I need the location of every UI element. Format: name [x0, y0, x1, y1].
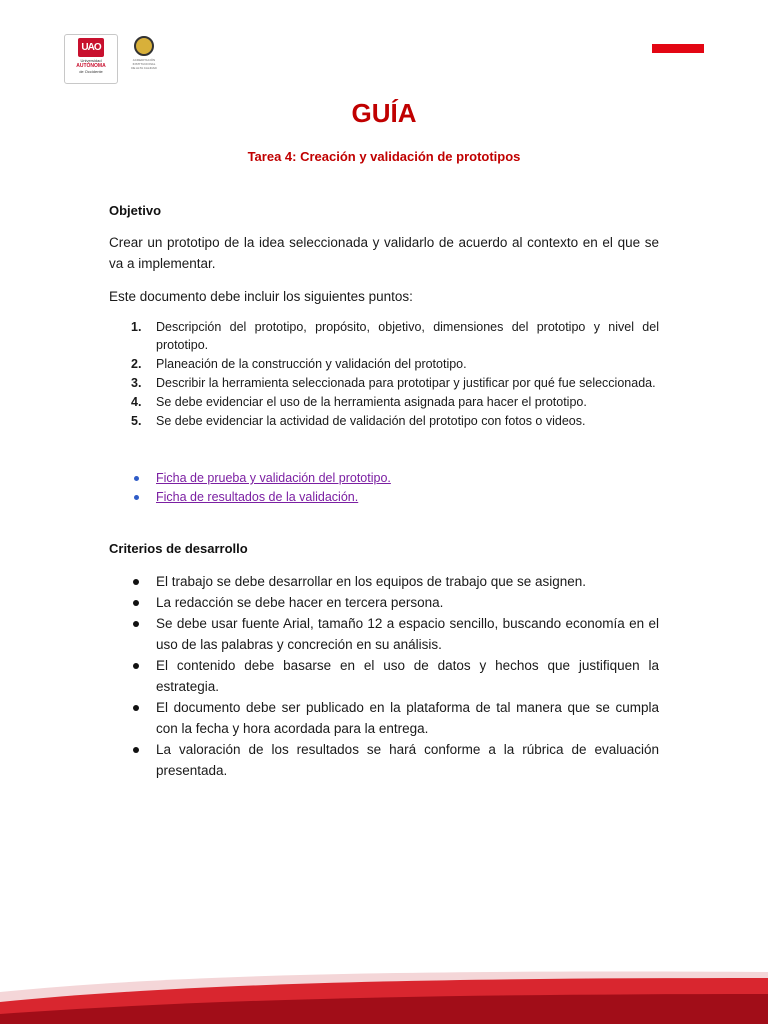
header-accent-bar [652, 44, 704, 53]
criteria-heading: Criterios de desarrollo [109, 541, 248, 556]
list-item [109, 488, 659, 507]
accreditation-logo [124, 36, 164, 80]
list-item [109, 469, 659, 488]
bullet-icon [133, 747, 139, 753]
bullet-icon [134, 495, 139, 500]
bullet-icon [133, 705, 139, 711]
list-number: 3. [131, 376, 142, 390]
list-text: La valoración de los resultados se hará conforme a la rúbrica de evaluación presentada. [156, 742, 659, 778]
criteria-list [109, 571, 659, 781]
list-text: Se debe usar fuente Arial, tamaño 12 a espacio sencillo, buscando economía en el uso de las palabras y concreción en su análisis. [156, 616, 659, 652]
list-item [109, 318, 659, 354]
bullet-icon [133, 621, 139, 627]
university-logo-line3: de Occidente [79, 69, 103, 74]
list-number: 5. [131, 414, 142, 428]
footer-wave-decoration [0, 964, 768, 1024]
list-text: El trabajo se debe desarrollar en los equipos de trabajo que se asignen. [156, 574, 587, 589]
bullet-icon [133, 579, 139, 585]
page-subtitle: Tarea 4: Creación y validación de prototipos [247, 149, 521, 164]
list-item [109, 697, 659, 739]
list-item [109, 571, 659, 592]
list-item [109, 393, 659, 411]
required-points-list [109, 318, 659, 431]
list-text: Planeación de la construcción y validación del prototipo. [156, 357, 467, 371]
list-number: 2. [131, 357, 142, 371]
link-validation-results-sheet[interactable]: Ficha de resultados de la validación. [156, 490, 359, 504]
bullet-icon [133, 663, 139, 669]
list-text: La redacción se debe hacer en tercera persona. [156, 595, 444, 610]
accreditation-line3: DE ALTA CALIDAD [131, 66, 157, 70]
page-title: GUÍA [351, 98, 417, 128]
list-item [109, 613, 659, 655]
resource-links-list [109, 469, 659, 507]
list-number: 4. [131, 395, 142, 409]
objective-text: Crear un prototipo de la idea seleccionada y validarlo de acuerdo al contexto en el que se va a implementar. [109, 235, 659, 271]
list-text: El contenido debe basarse en el uso de datos y hechos que justifiquen la estrategia. [156, 658, 659, 694]
university-emblem: UAO [78, 38, 104, 57]
list-item [109, 374, 659, 392]
university-logo-line1: Universidad [80, 58, 102, 63]
accreditation-line1: ACREDITACIÓN [132, 58, 156, 62]
link-test-validation-sheet[interactable]: Ficha de prueba y validación del prototipo. [156, 471, 391, 485]
accreditation-seal-icon [134, 36, 154, 56]
intro-text: Este documento debe incluir los siguientes puntos: [109, 289, 413, 304]
list-item [109, 655, 659, 697]
list-text: El documento debe ser publicado en la plataforma de tal manera que se cumpla con la fecha y hora acordada para la entrega. [156, 700, 659, 736]
university-logo [64, 34, 118, 84]
objective-heading: Objetivo [109, 203, 162, 218]
list-text: Describir la herramienta seleccionada para prototipar y justificar por qué fue seleccionada. [156, 376, 656, 390]
list-item [109, 739, 659, 781]
bullet-icon [134, 476, 139, 481]
university-logo-line2: AUTÓNOMA [76, 63, 106, 69]
bullet-icon [133, 600, 139, 606]
list-text: Se debe evidenciar el uso de la herramienta asignada para hacer el prototipo. [156, 395, 587, 409]
list-item [109, 592, 659, 613]
list-text: Descripción del prototipo, propósito, objetivo, dimensiones del prototipo y nivel del prototipo. [156, 320, 659, 352]
list-number: 1. [131, 320, 142, 334]
accreditation-line2: INSTITUCIONAL [132, 62, 156, 66]
list-item [109, 355, 659, 373]
list-item [109, 412, 659, 430]
list-text: Se debe evidenciar la actividad de validación del prototipo con fotos o videos. [156, 414, 586, 428]
